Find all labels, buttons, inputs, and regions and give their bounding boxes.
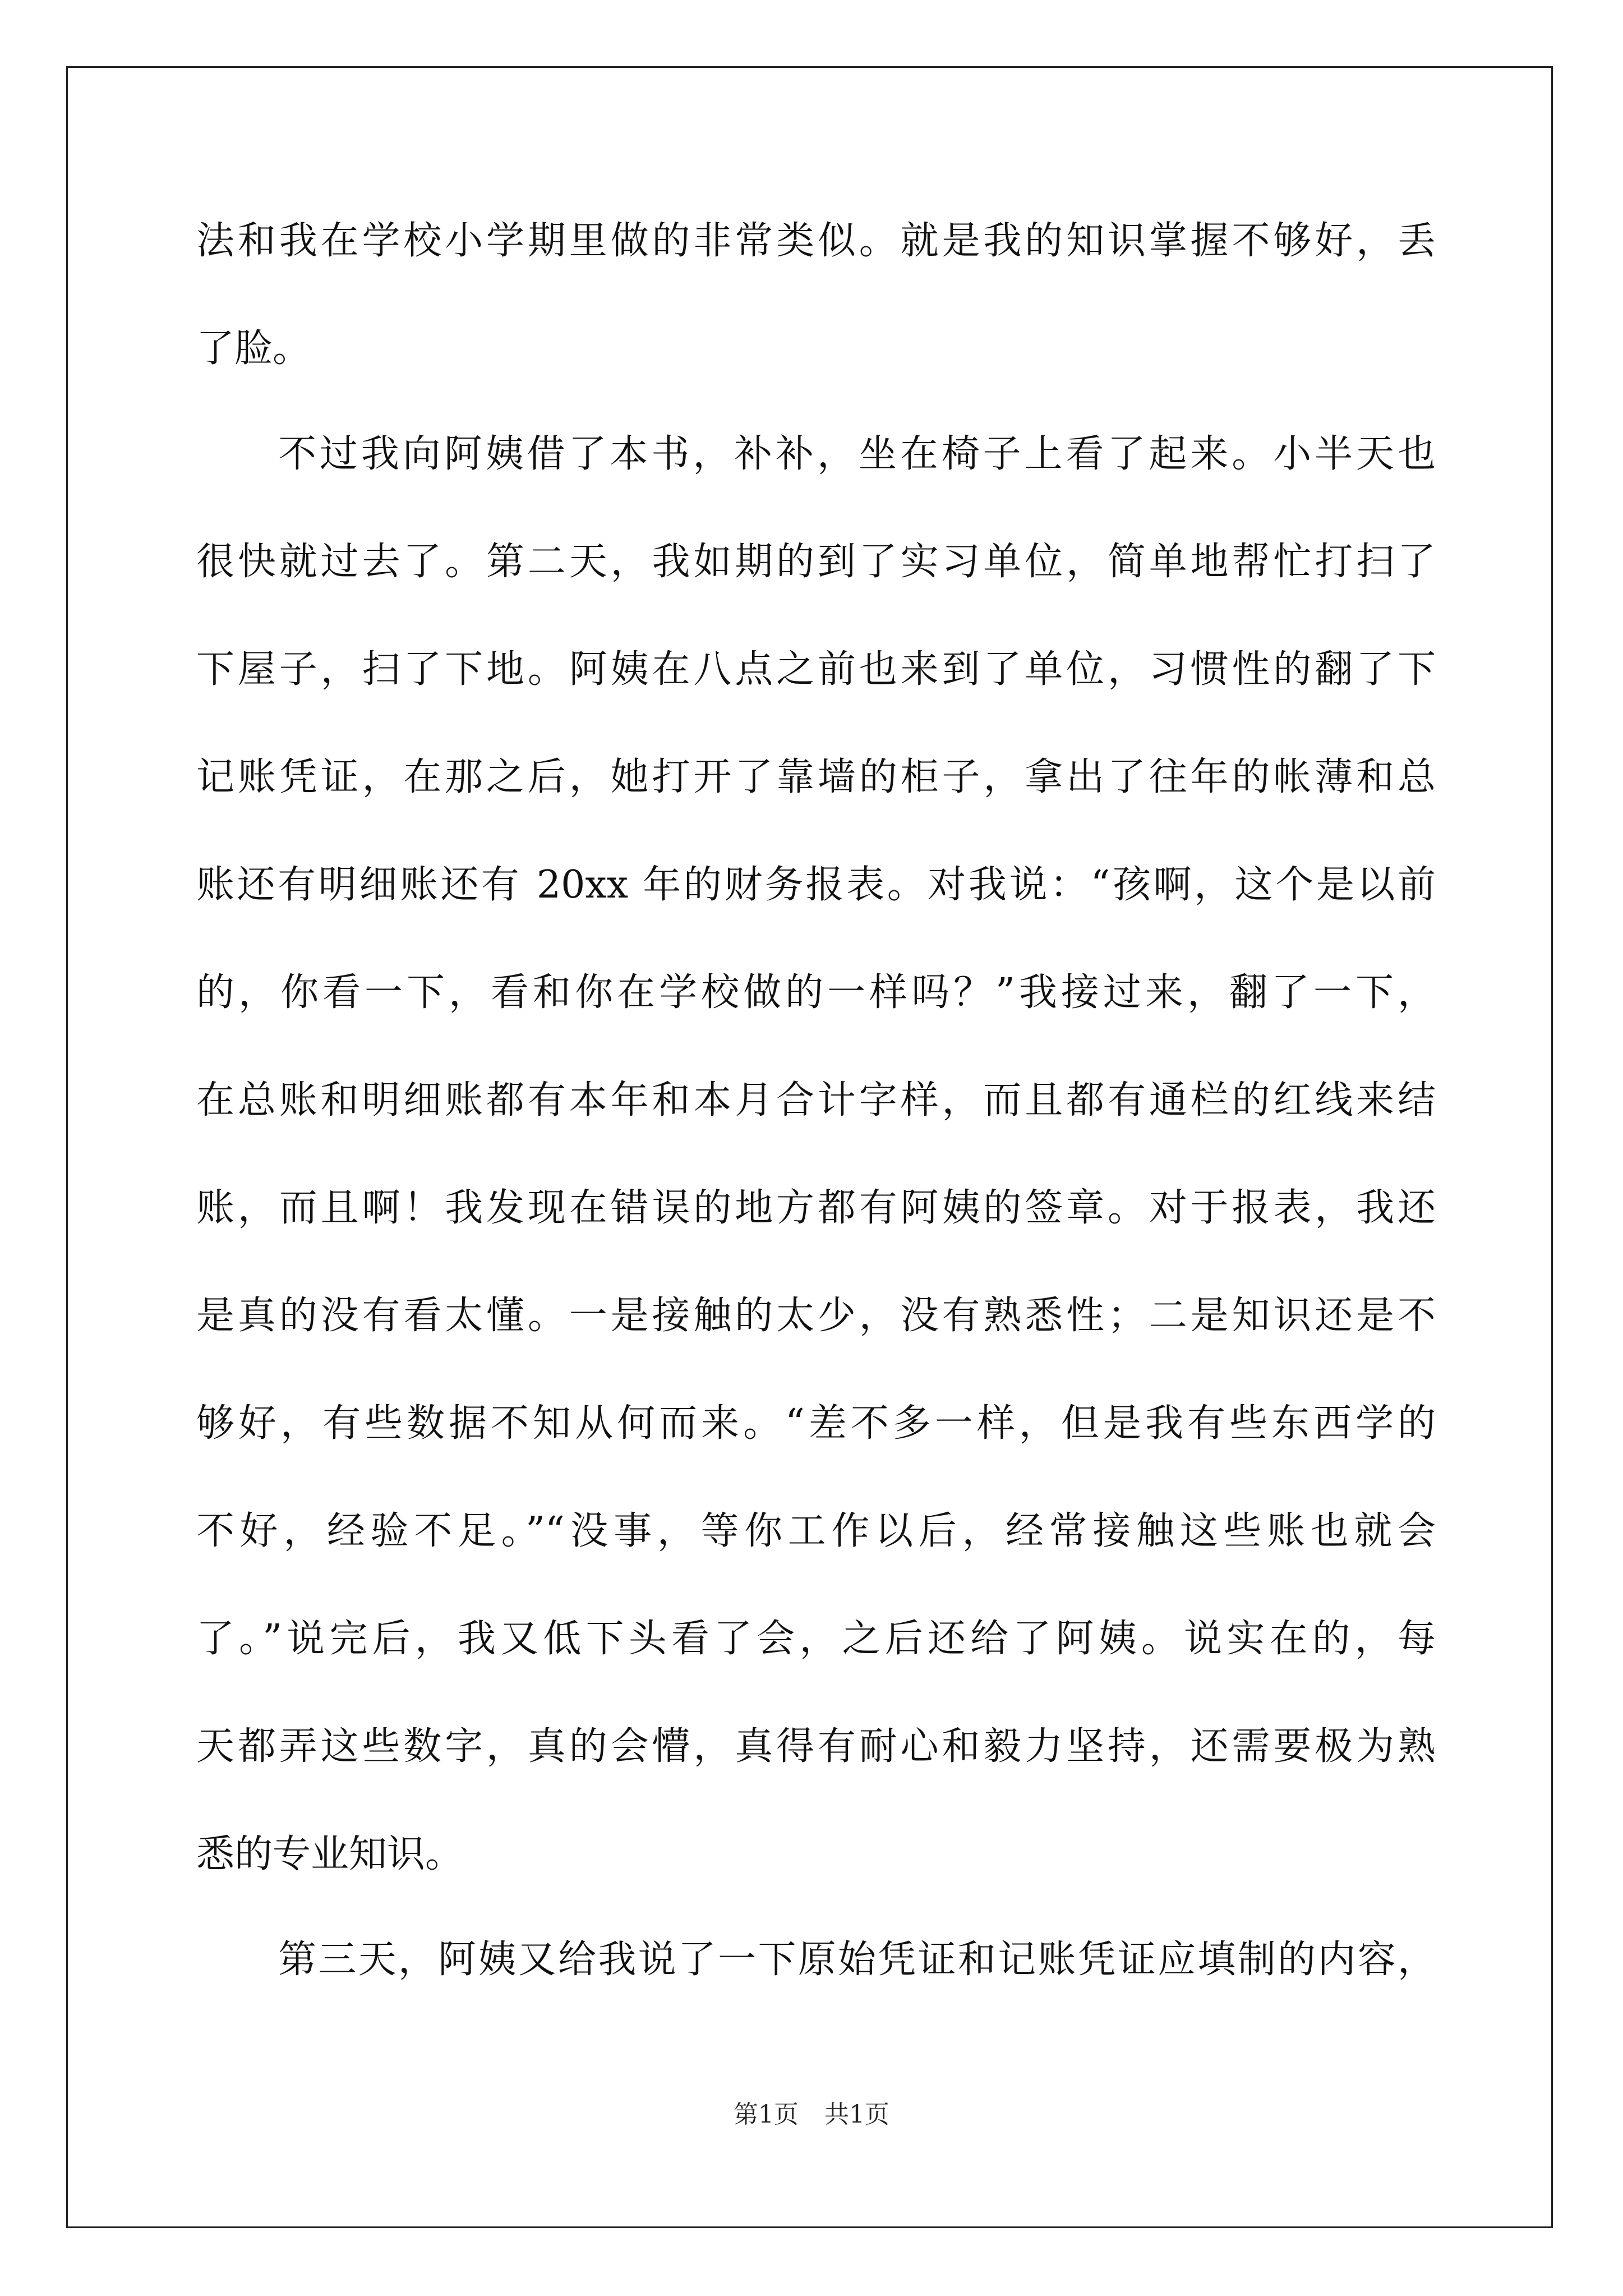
text-line: 了。”说完后，我又低下头看了会，之后还给了阿姨。说实在的，每 xyxy=(196,1617,1436,1661)
text-line: 记账凭证，在那之后，她打开了靠墙的柜子，拿出了往年的帐薄和总 xyxy=(196,755,1436,799)
text-line: 账，而且啊！我发现在错误的地方都有阿姨的签章。对于报表，我还 xyxy=(196,1186,1436,1230)
text-line: 很快就过去了。第二天，我如期的到了实习单位，简单地帮忙打扫了 xyxy=(196,540,1436,584)
page-number: 第1页 xyxy=(734,2100,799,2129)
text-line: 的，你看一下，看和你在学校做的一样吗？”我接过来，翻了一下， xyxy=(196,970,1436,1015)
page-border xyxy=(66,66,1553,2228)
page-footer xyxy=(0,2098,1623,2132)
text-line: 是真的没有看太懂。一是接触的太少，没有熟悉性；二是知识还是不 xyxy=(196,1294,1436,1338)
text-line: 下屋子，扫了下地。阿姨在八点之前也来到了单位，习惯性的翻了下 xyxy=(196,647,1436,692)
text-line: 悉的专业知识。 xyxy=(196,1832,464,1876)
text-line: 在总账和明细账都有本年和本月合计字样，而且都有通栏的红线来结 xyxy=(196,1078,1436,1122)
text-line: 不好，经验不足。”“没事，等你工作以后，经常接触这些账也就会 xyxy=(196,1509,1436,1553)
paragraph-first-line: 第三天，阿姨又给我说了一下原始凭证和记账凭证应填制的内容， xyxy=(278,1938,1436,1982)
text-line: 法和我在学校小学期里做的非常类似。就是我的知识掌握不够好，丢 xyxy=(196,219,1436,263)
paragraph-first-line: 不过我向阿姨借了本书，补补，坐在椅子上看了起来。小半天也 xyxy=(278,432,1436,476)
page-total: 共1页 xyxy=(824,2100,889,2129)
text-line: 够好，有些数据不知从何而来。“差不多一样，但是我有些东西学的 xyxy=(196,1401,1436,1446)
text-line: 了脸。 xyxy=(196,326,311,371)
text-line: 天都弄这些数字，真的会懵，真得有耐心和毅力坚持，还需要极为熟 xyxy=(196,1724,1436,1769)
text-line: 账还有明细账还有 20xx 年的财务报表。对我说：“孩啊，这个是以前 xyxy=(196,863,1436,907)
